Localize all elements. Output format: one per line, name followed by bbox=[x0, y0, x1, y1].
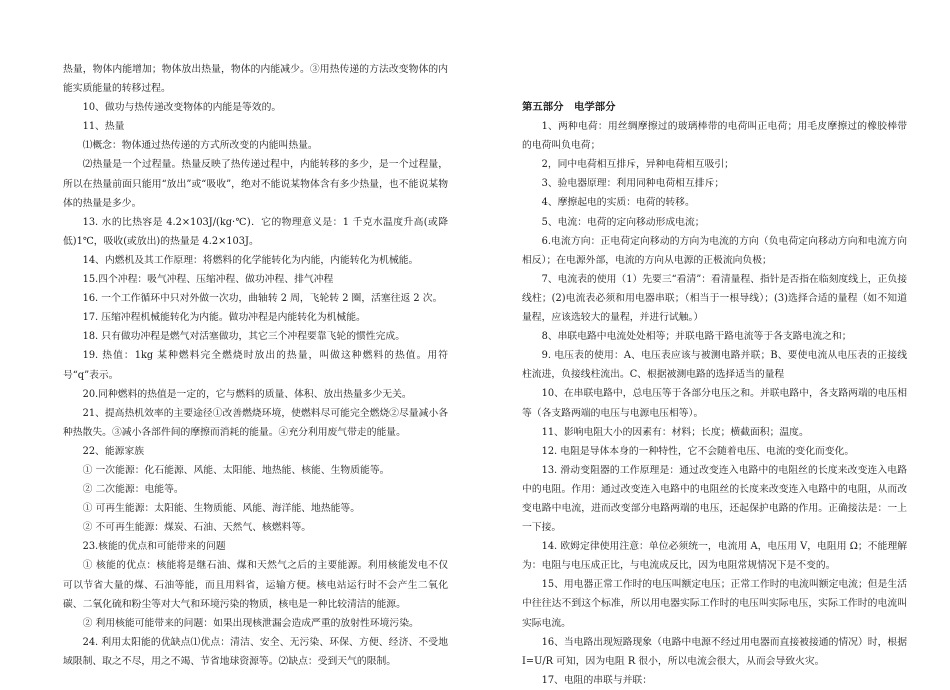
paragraph: 20.同种燃料的热值是一定的，它与燃料的质量、体积、放出热量多少无关。 bbox=[82, 388, 412, 400]
paragraph: ② 利用核能可能带来的问题：如果出现核泄漏会造成严重的放射性环境污染。 bbox=[82, 617, 419, 629]
paragraph: 23.核能的优点和可能带来的问题 bbox=[82, 541, 226, 553]
paragraph: 21、提高热机效率的主要途径①改善燃烧环境，使燃料尽可能完全燃烧②尽量减小各种热散失。③减小各部件间的摩擦而消耗的能量。④充分利用废气带走的能量。 bbox=[63, 407, 448, 438]
paragraph: ② 不可再生能源：煤炭、石油、天然气、核燃料等。 bbox=[82, 522, 312, 534]
paragraph: 13. 水的比热容是 4.2×103J/(kg·℃)．它的物理意义是：1 千克水温度升高(或降低)1℃，吸收(或放出)的热量是 4.2×103J。 bbox=[63, 216, 448, 247]
section-heading: 第五部分 电学部分 bbox=[522, 101, 616, 113]
paragraph: 3、验电器原理：利用同种电荷相互排斥； bbox=[541, 178, 725, 190]
paragraph: 24. 利用太阳能的优缺点⑴优点：清洁、安全、无污染、环保、方便、经济、不受地域限制、取之不尽，用之不竭、节省地球资源等。⑵缺点：受到天气的限制。 bbox=[63, 636, 448, 667]
paragraph: 13. 滑动变阻器的工作原理是：通过改变连入电路中的电阻丝的长度来改变连入电路中的电阻。作用：通过改变连入电路中的电阻丝的长度来改变连入电路中的电阻，从而改变电路中电流，进而改变部分电路两端的电压，还起保护电路的作用。正确接法是：一上一下接。 bbox=[522, 464, 907, 534]
paragraph: 9. 电压表的使用：A、电压表应该与被测电路并联；B、要使电流从电压表的正接线柱流进，负接线柱流出。C、根据被测电路的选择适当的量程 bbox=[522, 350, 907, 381]
paragraph: ⑵热量是一个过程量。热量反映了热传递过程中，内能转移的多少，是一个过程量，所以在热量前面只能用“放出”或“吸收”，绝对不能说某物体含有多少热量，也不能说某物体的热量是多少。 bbox=[63, 159, 448, 209]
paragraph: 6.电流方向：正电荷定向移动的方向为电流的方向（负电荷定向移动方向和电流方向相反）；在电源外部，电流的方向从电源的正极流向负极； bbox=[522, 235, 907, 266]
left-column bbox=[63, 60, 448, 671]
paragraph: ① 一次能源：化石能源、风能、太阳能、地热能、核能、生物质能等。 bbox=[82, 464, 390, 476]
paragraph: 8、串联电路中电流处处相等；并联电路干路电流等于各支路电流之和； bbox=[541, 331, 852, 343]
paragraph: 18. 只有做功冲程是燃气对活塞做功，其它三个冲程要靠飞轮的惯性完成。 bbox=[82, 331, 405, 343]
paragraph: 14. 欧姆定律使用注意：单位必须统一，电流用 A，电压用 V，电阻用 Ω；不能理解为：电阻与电压成正比，与电流成反比，因为电阻常规情况下是不变的。 bbox=[522, 541, 907, 572]
paragraph: 16. 一个工作循环中只对外做一次功，曲轴转 2 周，飞轮转 2 圈，活塞往返 2 次。 bbox=[82, 293, 443, 305]
paragraph: 1、两种电荷：用丝绸摩擦过的玻璃棒带的电荷叫正电荷；用毛皮摩擦过的橡胶棒带的电荷叫负电荷； bbox=[522, 121, 907, 152]
paragraph: 15.四个冲程：吸气冲程、压缩冲程、做功冲程、排气冲程 bbox=[82, 274, 334, 286]
paragraph: 14、内燃机及其工作原理：将燃料的化学能转化为内能，内能转化为机械能。 bbox=[82, 254, 419, 266]
paragraph: 17、电阻的串联与并联： bbox=[541, 674, 653, 686]
paragraph: 19. 热值：1kg 某种燃料完全燃烧时放出的热量，叫做这种燃料的热值。用符号“q”表示。 bbox=[63, 350, 448, 381]
paragraph: 11、热量 bbox=[82, 121, 125, 133]
paragraph: ② 二次能源：电能等。 bbox=[82, 484, 184, 496]
paragraph: 17. 压缩冲程机械能转化为内能。做功冲程是内能转化为机械能。 bbox=[82, 312, 366, 324]
paragraph: 10、做功与热传递改变物体的内能是等效的。 bbox=[82, 102, 282, 114]
paragraph: 10、在串联电路中，总电压等于各部分电压之和。并联电路中，各支路两端的电压相等（各支路两端的电压与电源电压相等）。 bbox=[522, 388, 907, 419]
paragraph: 15、用电器正常工作时的电压叫额定电压；正常工作时的电流叫额定电流；但是生活中往往达不到这个标准，所以用电器实际工作时的电压叫实际电压，实际工作时的电流叫实际电流。 bbox=[522, 579, 907, 629]
paragraph: 5、电流：电荷的定向移动形成电流； bbox=[541, 216, 705, 228]
paragraph: 2，同中电荷相互排斥，异种电荷相互吸引； bbox=[541, 159, 734, 171]
paragraph: ⑴概念：物体通过热传递的方式所改变的内能叫热量。 bbox=[82, 140, 318, 152]
paragraph: 11、影响电阻大小的因素有：材料；长度；横截面积；温度。 bbox=[541, 426, 809, 438]
paragraph: ① 可再生能源：太阳能、生物质能、风能、海洋能、地热能等。 bbox=[82, 503, 361, 515]
paragraph: 12. 电阻是导体本身的一种特性，它不会随着电压、电流的变化而变化。 bbox=[541, 445, 855, 457]
paragraph: 22、能源家族 bbox=[82, 445, 145, 457]
paragraph: 热量，物体内能增加；物体放出热量，物体的内能减少。③用热传递的方法改变物体的内能实质能量的转移过程。 bbox=[63, 64, 448, 95]
paragraph: 7、电流表的使用（1）先要三“看清”：看清量程、指针是否指在临刻度线上，正负接线柱；(2)电流表必须和用电器串联；（相当于一根导线）；(3)选择合适的量程（如不知道量程，应该选较大的量程，并进行试触。） bbox=[522, 273, 907, 324]
paragraph: 4、摩擦起电的实质：电荷的转移。 bbox=[541, 197, 695, 209]
right-column bbox=[522, 98, 907, 690]
paragraph: ① 核能的优点：核能将是继石油、煤和天然气之后的主要能源。利用核能发电不仅可以节省大量的煤、石油等能，而且用料省，运输方便。核电站运行时不会产生二氧化碳、二氧化硫和粉尘等对大气和环境污染的物质，核电是一种比较清洁的能源。 bbox=[63, 560, 448, 610]
paragraph: 16、当电路出现短路现象（电路中电源不经过用电器而直接被接通的情况）时，根据 I=U/R 可知，因为电阻 R 很小，所以电流会很大，从而会导致火灾。 bbox=[522, 636, 907, 667]
